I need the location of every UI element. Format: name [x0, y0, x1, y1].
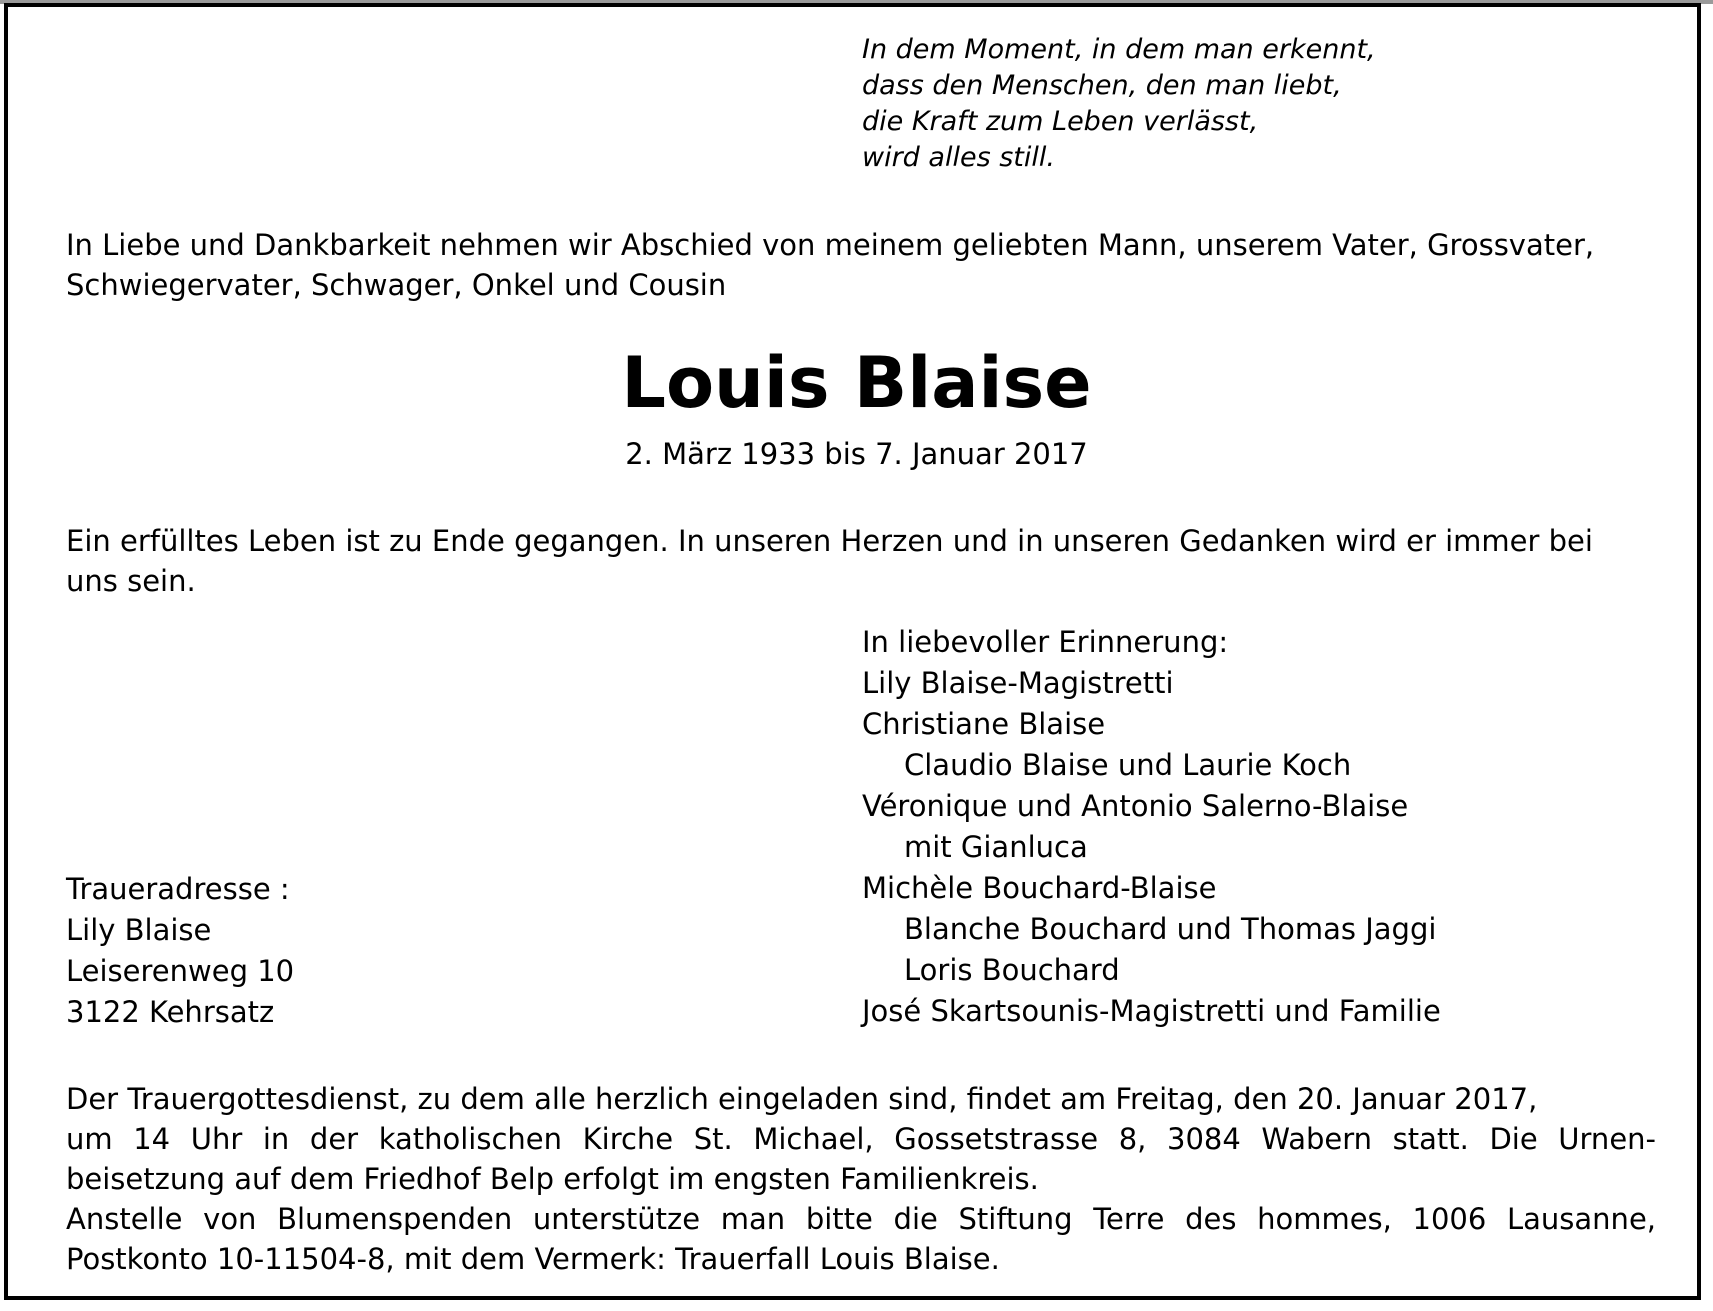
mourner-entry: mit Gianluca	[904, 830, 1088, 864]
service-line: Postkonto 10-11504-8, mit dem Vermerk: Trauerfall Louis Blaise.	[66, 1242, 1000, 1276]
intro-line: In Liebe und Dankbarkeit nehmen wir Abschied von meinem geliebten Mann, unserem Vater, Grossvater,	[66, 228, 1595, 262]
mourner-entry: José Skartsounis-Magistretti und Familie	[862, 994, 1441, 1028]
deceased-name: Louis Blaise	[621, 342, 1092, 424]
service-line: Anstelle von Blumenspenden unterstütze man bitte die Stiftung Terre des hommes, 1006 Lausanne,	[66, 1202, 1656, 1236]
quote-line: In dem Moment, in dem man erkennt,	[862, 34, 1376, 65]
address-label: Traueradresse :	[66, 872, 290, 906]
address-name: Lily Blaise	[66, 913, 212, 947]
service-line: Der Trauergottesdienst, zu dem alle herzlich eingeladen sind, findet am Freitag, den 20. Januar 2017,	[66, 1082, 1538, 1116]
mourning-address	[66, 869, 294, 1033]
intro-line: Schwiegervater, Schwager, Onkel und Cousin	[66, 268, 727, 302]
life-line: uns sein.	[66, 564, 196, 598]
mourner-entry: Christiane Blaise	[862, 707, 1106, 741]
quote-line: die Kraft zum Leben verlässt,	[862, 106, 1259, 137]
farewell-intro	[66, 225, 1656, 305]
mourner-entry: Claudio Blaise und Laurie Koch	[904, 748, 1352, 782]
life-dates: 2. März 1933 bis 7. Januar 2017	[625, 437, 1088, 471]
mourners-heading: In liebevoller Erinnerung:	[862, 625, 1229, 659]
service-line: beisetzung auf dem Friedhof Belp erfolgt im engsten Familienkreis.	[66, 1162, 1039, 1196]
life-line: Ein erfülltes Leben ist zu Ende gegangen. In unseren Herzen und in unseren Gedanken wird er immer bei	[66, 524, 1593, 558]
quote-line: wird alles still.	[862, 142, 1055, 173]
mourner-entry: Lily Blaise-Magistretti	[862, 666, 1174, 700]
mourners-list	[862, 622, 1441, 1032]
quote-line: dass den Menschen, den man liebt,	[862, 70, 1342, 101]
life-statement	[66, 521, 1593, 601]
service-notice	[66, 1079, 1656, 1279]
service-line: um 14 Uhr in der katholischen Kirche St. Michael, Gossetstrasse 8, 3084 Wabern statt. Die Urnen-	[66, 1122, 1656, 1156]
mourner-entry: Loris Bouchard	[904, 953, 1120, 987]
mourner-entry: Michèle Bouchard-Blaise	[862, 871, 1217, 905]
memorial-quote	[862, 32, 1376, 176]
mourner-entry: Véronique und Antonio Salerno-Blaise	[862, 789, 1409, 823]
address-street: Leiserenweg 10	[66, 954, 295, 988]
mourner-entry: Blanche Bouchard und Thomas Jaggi	[904, 912, 1437, 946]
address-city: 3122 Kehrsatz	[66, 995, 275, 1029]
